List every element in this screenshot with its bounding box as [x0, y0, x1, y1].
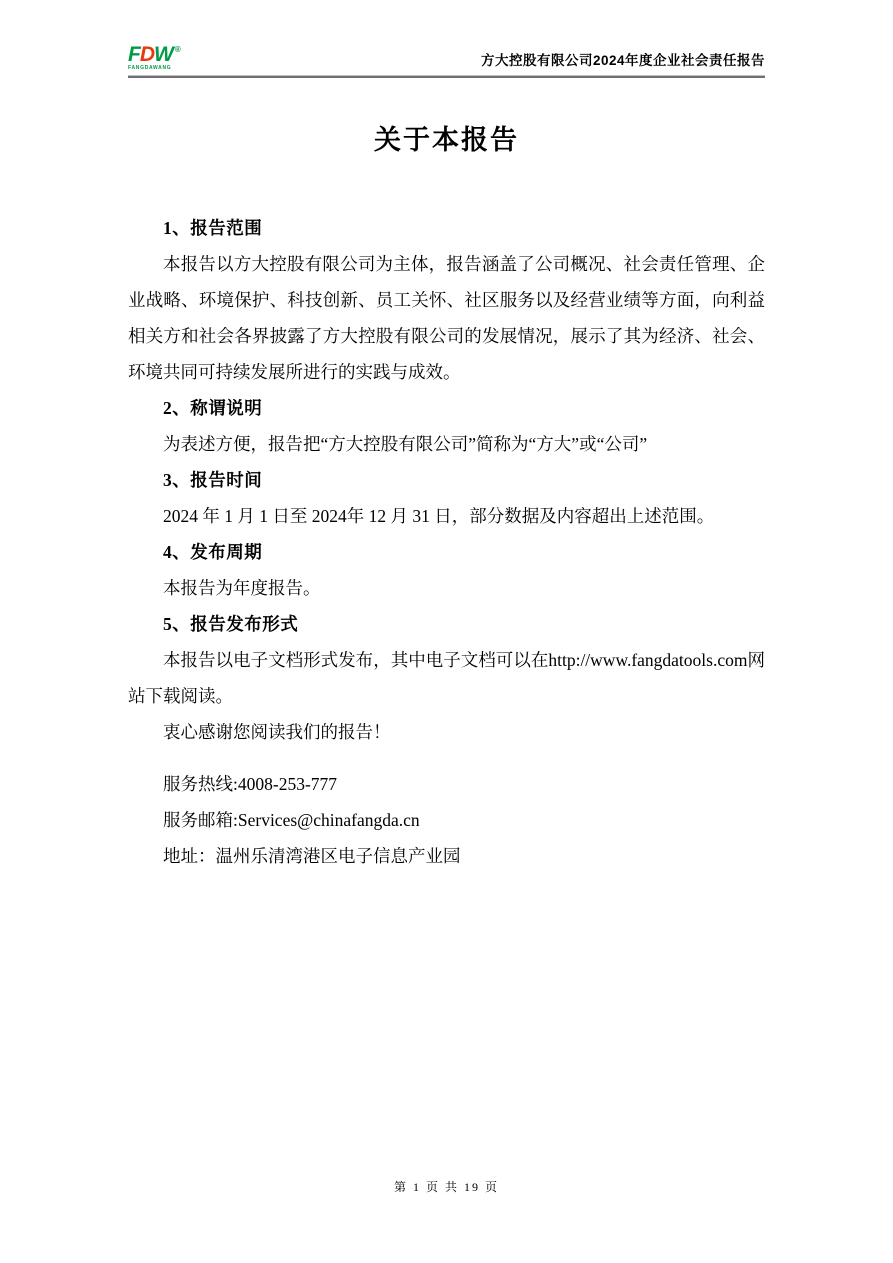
section-heading: 1、报告范围: [163, 218, 263, 238]
header-row: [128, 44, 765, 75]
section-release-cycle: [128, 534, 765, 606]
section-heading: 5、报告发布形式: [163, 614, 299, 634]
company-logo: [128, 44, 179, 71]
page-number-indicator: 第 1 页 共 19 页: [393, 1180, 499, 1194]
logo-letter-d: D: [139, 43, 154, 66]
page-title: 关于本报告: [374, 125, 519, 155]
section-release-format: [128, 606, 765, 714]
section-heading: 4、发布周期: [163, 542, 263, 562]
section-body: 2024 年 1 月 1 日至 2024年 12 月 31 日，部分数据及内容超出上述范围。: [163, 506, 715, 526]
section-body: 本报告为年度报告。: [163, 578, 321, 598]
page-footer: [0, 1178, 893, 1195]
logo-letter-f: F: [128, 43, 140, 66]
logo-letter-w: W: [154, 43, 173, 66]
header-divider: [128, 75, 765, 78]
registered-trademark-icon: ®: [174, 45, 181, 54]
section-body: 本报告以方大控股有限公司为主体，报告涵盖了公司概况、社会责任管理、企业战略、环境保护、科技创新、员工关怀、社区服务以及经营业绩等方面，向利益相关方和社会各界披露了方大控股有限公司的发展情况，展示了其为经济、社会、环境共同可持续发展所进行的实践与成效。: [128, 254, 765, 382]
section-report-scope: [128, 210, 765, 390]
blank-spacer: [128, 750, 765, 766]
header-report-title: 方大控股有限公司2024年度企业社会责任报告: [480, 53, 765, 68]
section-heading: 2、称谓说明: [163, 398, 263, 418]
section-body: 本报告以电子文档形式发布，其中电子文档可以在http://www.fangdatools.com网站下载阅读。: [128, 650, 765, 706]
report-content: [128, 118, 765, 874]
section-report-period: [128, 462, 765, 534]
closing-thanks-line: 衷心感谢您阅读我们的报告！: [163, 722, 391, 742]
logo-subtext: FANGDAWANG: [128, 65, 172, 71]
service-email: 服务邮箱:Services@chinafangda.cn: [163, 810, 420, 830]
page-header: [128, 44, 765, 78]
service-hotline: 服务热线:4008-253-777: [163, 774, 338, 794]
fangda-logo-icon: [128, 44, 179, 65]
section-body: 为表述方便，报告把“方大控股有限公司”简称为“方大”或“公司”: [163, 434, 648, 454]
section-heading: 3、报告时间: [163, 470, 263, 490]
section-terminology: [128, 390, 765, 462]
company-address: 地址：温州乐清湾港区电子信息产业园: [163, 846, 461, 866]
